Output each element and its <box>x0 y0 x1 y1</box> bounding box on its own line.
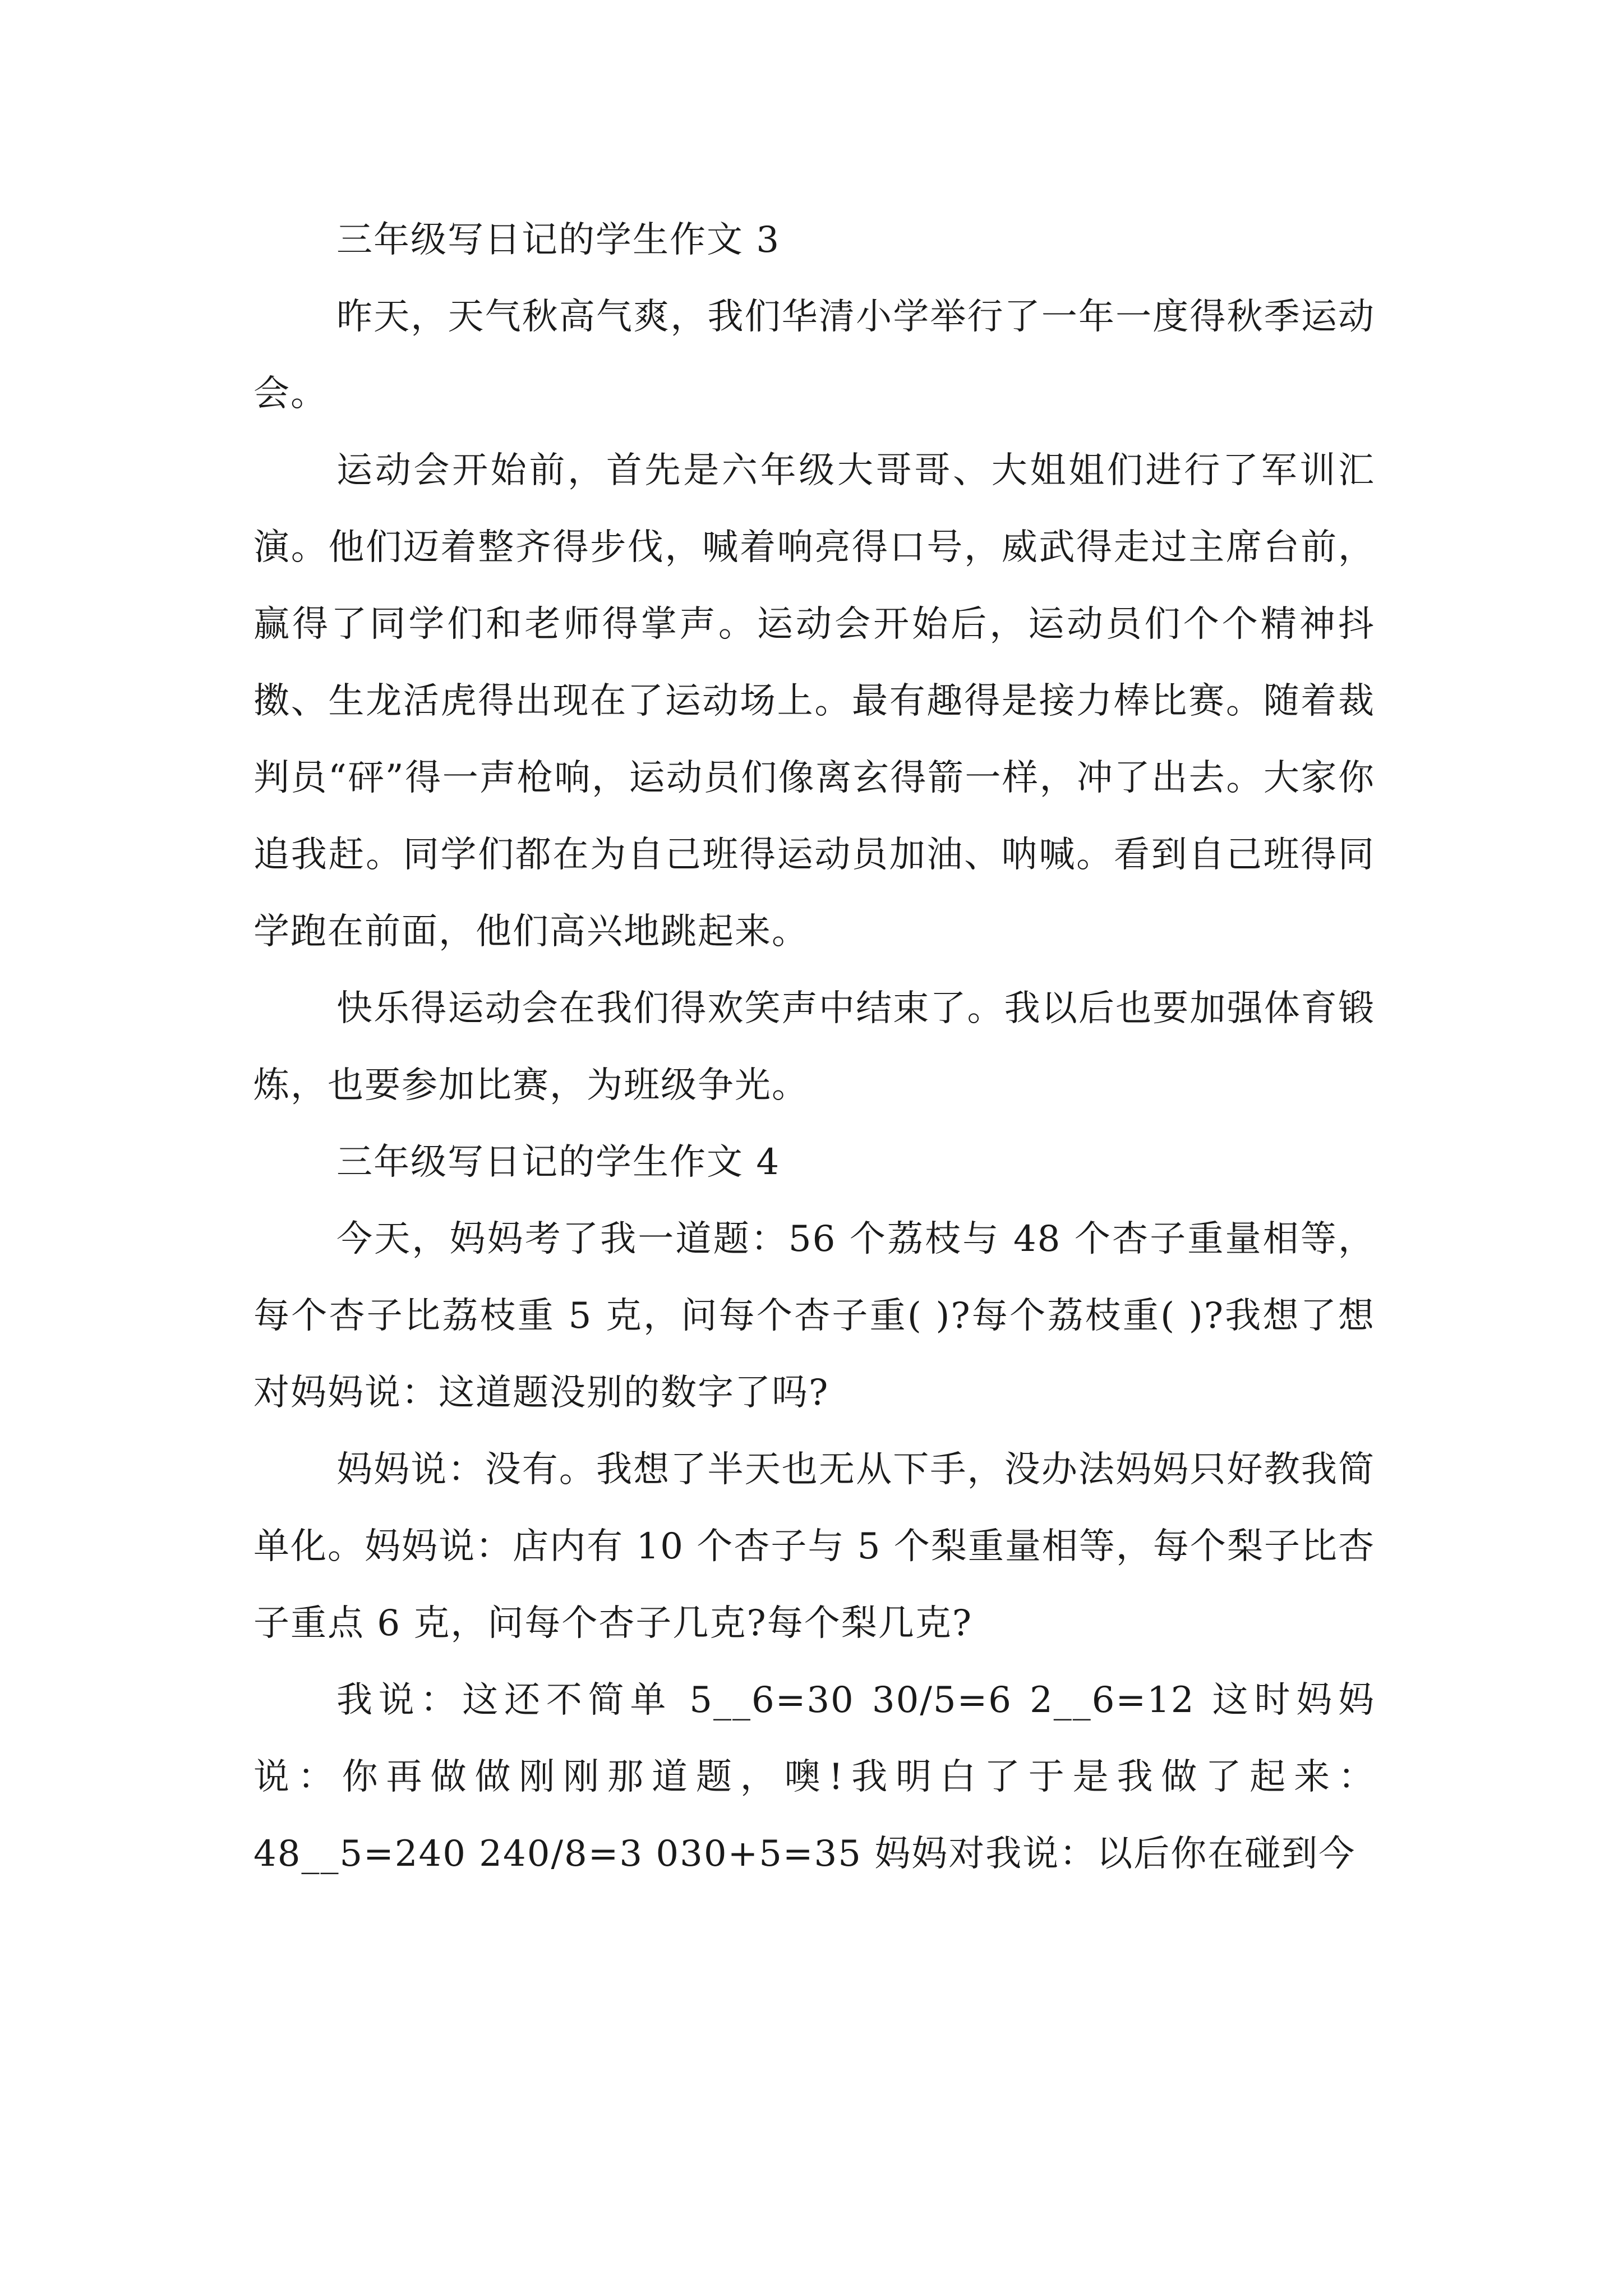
paragraph: 昨天，天气秋高气爽，我们华清小学举行了一年一度得秋季运动会。 <box>253 296 1375 415</box>
document-body <box>253 202 1375 1893</box>
essay-title-3: 三年级写日记的学生作文 3 <box>336 219 781 261</box>
paragraph: 运动会开始前，首先是六年级大哥哥、大姐姐们进行了军训汇演。他们迈着整齐得步伐，喊着响亮得口号，威武得走过主席台前，赢得了同学们和老师得掌声。运动会开始后，运动员们个个精神抖擞、生龙活虎得出现在了运动场上。最有趣得是接力棒比赛。随着裁判员“砰”得一声枪响，运动员们像离玄得箭一样，冲了出去。大家你追我赶。同学们都在为自己班得运动员加油、呐喊。看到自己班得同学跑在前面，他们高兴地跳起来。 <box>253 450 1375 953</box>
paragraph: 快乐得运动会在我们得欢笑声中结束了。我以后也要加强体育锻炼，也要参加比赛，为班级争光。 <box>253 988 1375 1106</box>
paragraph: 妈妈说：没有。我想了半天也无从下手，没办法妈妈只好教我简单化。妈妈说：店内有 10 个杏子与 5 个梨重量相等，每个梨子比杏子重点 6 克，问每个杏子几克?每个梨几克? <box>253 1449 1375 1644</box>
essay-title-4: 三年级写日记的学生作文 4 <box>336 1142 781 1183</box>
paragraph: 我说：这还不简单 5__6=30 30/5=6 2__6=12 这时妈妈说：你再做做刚刚那道题，噢!我明白了于是我做了起来：48__5=240 240/8=3 030+5=35 妈妈对我说：以后你在碰到今 <box>253 1680 1375 1875</box>
paragraph: 今天，妈妈考了我一道题：56 个荔枝与 48 个杏子重量相等，每个杏子比荔枝重 5 克，问每个杏子重( )?每个荔枝重( )?我想了想对妈妈说：这道题没别的数字了吗? <box>253 1218 1375 1414</box>
